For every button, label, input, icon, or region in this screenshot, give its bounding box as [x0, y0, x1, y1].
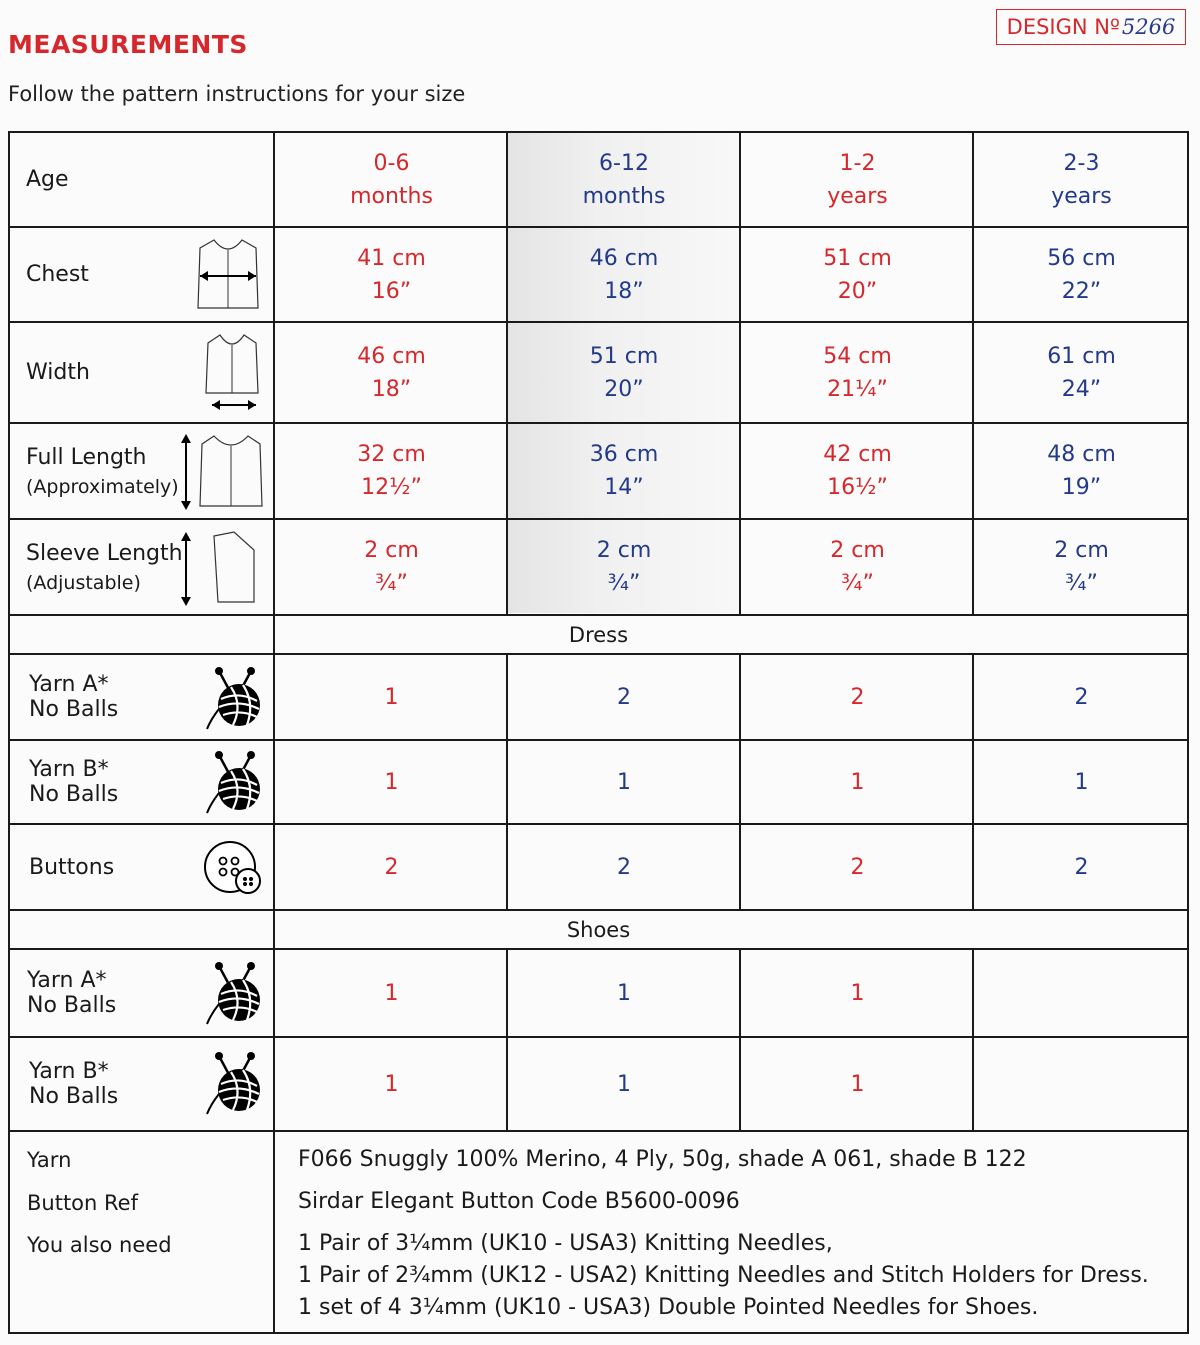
- measurements-table: [8, 131, 1189, 1334]
- full-length-label: Full Length: [26, 444, 147, 470]
- chest-cm: 51 cm: [823, 245, 892, 271]
- row-age: [10, 133, 1187, 226]
- age-unit: months: [350, 183, 433, 209]
- ball-count: 1: [1074, 769, 1089, 795]
- column-divider: [506, 653, 508, 909]
- column-divider: [273, 133, 275, 1334]
- ball-count: 1: [850, 1071, 865, 1097]
- button-icon: [202, 839, 264, 899]
- width-cm: 51 cm: [589, 343, 659, 369]
- row-width: [10, 321, 1187, 422]
- chest-in: 22”: [1061, 278, 1102, 304]
- width-in: 21¼”: [827, 376, 888, 402]
- sleeve-length-cm: 2 cm: [596, 538, 652, 563]
- design-number: 5266: [1121, 15, 1176, 39]
- column-divider: [739, 948, 741, 1130]
- width-in: 20”: [604, 376, 644, 402]
- width-cm: 54 cm: [823, 343, 892, 369]
- sleeve-length-in: ¾”: [1065, 571, 1098, 596]
- chest-in: 18”: [604, 278, 644, 304]
- buttons-cell-2: [508, 825, 740, 909]
- full-length-cm: 36 cm: [589, 442, 659, 467]
- chest-cell-4: [974, 228, 1189, 321]
- need-line: 1 Pair of 2¾mm (UK12 - USA2) Knitting Needles and Stitch Holders for Dress.: [298, 1263, 1149, 1288]
- ball-count: 1: [384, 769, 399, 795]
- sleeve-length-cell-4: [974, 520, 1189, 614]
- full-length-cm: 42 cm: [823, 442, 892, 467]
- button-count: 2: [384, 854, 399, 880]
- column-divider: [739, 653, 741, 909]
- page-subtitle: Follow the pattern instructions for your size: [8, 82, 466, 106]
- yarn-label: Yarn: [27, 1148, 72, 1172]
- sleeve-length-in: ¾”: [375, 571, 408, 596]
- row-label-shoes-yarn-a: [27, 950, 116, 1036]
- full-length-cell-4: [974, 424, 1189, 518]
- button-ref-text: Sirdar Elegant Button Code B5600-0096: [298, 1189, 740, 1214]
- row-label-buttons: [29, 825, 114, 909]
- column-divider: [506, 133, 508, 614]
- section-dress: [10, 614, 1187, 653]
- no-balls-label: No Balls: [27, 993, 117, 1018]
- shoes-yarn-b-cell-3: [741, 1038, 974, 1130]
- ball-count: 1: [617, 769, 631, 795]
- sleeve-length-cell-3: [741, 520, 974, 614]
- ball-count: 1: [850, 769, 865, 795]
- row-chest: [10, 226, 1187, 321]
- ball-count: 1: [384, 1071, 399, 1097]
- full-length-in: 12½”: [361, 475, 422, 500]
- section-dress-label: Dress: [568, 622, 629, 647]
- chest-cell-3: [741, 228, 974, 321]
- chest-garment-icon: [192, 236, 264, 316]
- yarn-b-label: Yarn B*: [29, 1059, 109, 1084]
- row-dress-yarn-a: [10, 653, 1187, 739]
- width-in: 18”: [371, 376, 412, 402]
- row-buttons: [10, 823, 1187, 909]
- age-cell-3: [741, 133, 974, 226]
- row-full-length: [10, 422, 1187, 518]
- chest-cell-2: [508, 228, 740, 321]
- shoes-yarn-a-cell-4: [974, 950, 1189, 1036]
- age-value: 1-2: [839, 150, 876, 176]
- full-length-cm: 32 cm: [357, 442, 426, 467]
- age-unit: months: [582, 183, 666, 209]
- also-need-label: You also need: [27, 1233, 172, 1257]
- full-length-in: 16½”: [827, 475, 888, 500]
- ball-count: 1: [850, 980, 865, 1006]
- sleeve-length-cm: 2 cm: [830, 538, 885, 563]
- full-length-garment-icon: [178, 430, 266, 514]
- row-label-dress-yarn-a: [29, 655, 118, 739]
- ball-count: 1: [617, 980, 631, 1006]
- row-sleeve-length: [10, 518, 1187, 614]
- sleeve-length-in: ¾”: [607, 571, 641, 596]
- age-cell-1: [275, 133, 508, 226]
- age-cell-4: [974, 133, 1189, 226]
- buttons-cell-4: [974, 825, 1189, 909]
- row-shoes-yarn-a: [10, 948, 1187, 1036]
- row-label-shoes-yarn-b: [29, 1038, 118, 1130]
- dress-yarn-a-cell-1: [275, 655, 508, 739]
- shoes-yarn-b-cell-4: [974, 1038, 1189, 1130]
- chest-in: 20”: [837, 278, 878, 304]
- sleeve-length-sublabel: (Adjustable): [26, 571, 141, 594]
- no-balls-label: No Balls: [29, 697, 119, 722]
- yarn-a-label: Yarn A*: [29, 672, 109, 697]
- age-label: Age: [26, 167, 69, 192]
- ball-count: 1: [617, 1071, 631, 1097]
- full-length-cell-3: [741, 424, 974, 518]
- yarn-ball-icon: [203, 749, 267, 815]
- width-cm: 61 cm: [1047, 343, 1116, 369]
- full-length-in: 14”: [604, 475, 644, 500]
- width-cell-2: [508, 323, 740, 422]
- chest-cell-1: [275, 228, 508, 321]
- dress-yarn-a-cell-4: [974, 655, 1189, 739]
- row-label-dress-yarn-b: [29, 741, 118, 823]
- full-length-cm: 48 cm: [1047, 442, 1116, 467]
- section-shoes-label: Shoes: [566, 917, 631, 942]
- width-cell-3: [741, 323, 974, 422]
- ball-count: 1: [384, 684, 399, 710]
- width-label: Width: [26, 360, 90, 385]
- sleeve-length-in: ¾”: [841, 571, 874, 596]
- age-value: 2-3: [1063, 150, 1100, 176]
- buttons-label: Buttons: [29, 854, 115, 880]
- width-in: 24”: [1061, 376, 1102, 402]
- age-unit: years: [827, 183, 888, 209]
- full-length-cell-1: [275, 424, 508, 518]
- sleeve-length-cell-2: [508, 520, 740, 614]
- full-length-cell-2: [508, 424, 740, 518]
- yarn-b-label: Yarn B*: [29, 757, 109, 782]
- width-cell-1: [275, 323, 508, 422]
- dress-yarn-a-cell-3: [741, 655, 974, 739]
- column-divider: [972, 948, 974, 1130]
- full-length-in: 19”: [1061, 475, 1102, 500]
- shoes-yarn-b-cell-2: [508, 1038, 740, 1130]
- age-value: 0-6: [373, 150, 410, 176]
- width-cell-4: [974, 323, 1189, 422]
- design-prefix: DESIGN Nº: [1006, 15, 1120, 39]
- row-shoes-yarn-b: [10, 1036, 1187, 1130]
- ball-count: 2: [617, 684, 631, 710]
- age-unit: years: [1051, 183, 1112, 209]
- age-cell-2: [508, 133, 740, 226]
- column-divider: [972, 133, 974, 614]
- ball-count: 1: [384, 980, 399, 1006]
- need-line: 1 set of 4 3¼mm (UK10 - USA3) Double Pointed Needles for Shoes.: [298, 1295, 1039, 1320]
- shoes-yarn-a-cell-2: [508, 950, 740, 1036]
- yarn-text: F066 Snuggly 100% Merino, 4 Ply, 50g, shade A 061, shade B 122: [298, 1147, 1027, 1172]
- row-label-width: [26, 323, 90, 422]
- column-divider: [739, 133, 741, 614]
- yarn-ball-icon: [203, 665, 267, 731]
- chest-cm: 41 cm: [357, 245, 426, 271]
- chest-cm: 56 cm: [1047, 245, 1116, 271]
- shoes-yarn-b-cell-1: [275, 1038, 508, 1130]
- dress-yarn-a-cell-2: [508, 655, 740, 739]
- row-label-sleeve-length: [26, 520, 183, 614]
- row-dress-yarn-b: [10, 739, 1187, 823]
- chest-label: Chest: [26, 262, 89, 287]
- section-shoes: [10, 909, 1187, 948]
- sleeve-length-cm: 2 cm: [364, 538, 419, 563]
- yarn-ball-icon: [203, 1050, 267, 1116]
- row-label-chest: [26, 228, 89, 321]
- ball-count: 2: [1074, 684, 1089, 710]
- button-count: 2: [617, 854, 631, 880]
- full-length-sublabel: (Approximately): [26, 475, 179, 498]
- no-balls-label: No Balls: [29, 782, 119, 807]
- chest-in: 16”: [371, 278, 412, 304]
- shoes-yarn-a-cell-1: [275, 950, 508, 1036]
- column-divider: [506, 948, 508, 1130]
- ball-count: 2: [850, 684, 865, 710]
- button-count: 2: [850, 854, 865, 880]
- materials-section: [10, 1130, 1187, 1334]
- shoes-yarn-a-cell-3: [741, 950, 974, 1036]
- dress-yarn-b-cell-3: [741, 741, 974, 823]
- sleeve-length-cell-1: [275, 520, 508, 614]
- width-cm: 46 cm: [357, 343, 426, 369]
- age-value: 6-12: [599, 150, 649, 176]
- buttons-cell-3: [741, 825, 974, 909]
- yarn-a-label: Yarn A*: [27, 968, 107, 993]
- no-balls-label: No Balls: [29, 1084, 119, 1109]
- sleeve-length-label: Sleeve Length: [26, 540, 183, 566]
- need-line: 1 Pair of 3¼mm (UK10 - USA3) Knitting Needles,: [298, 1231, 833, 1256]
- sleeve-length-cm: 2 cm: [1054, 538, 1109, 563]
- buttons-cell-1: [275, 825, 508, 909]
- button-count: 2: [1074, 854, 1089, 880]
- dress-yarn-b-cell-2: [508, 741, 740, 823]
- row-label-age: [26, 133, 69, 226]
- chest-cm: 46 cm: [589, 245, 659, 271]
- dress-yarn-b-cell-4: [974, 741, 1189, 823]
- page-title: MEASUREMENTS: [8, 30, 248, 59]
- dress-yarn-b-cell-1: [275, 741, 508, 823]
- row-label-full-length: [26, 424, 179, 518]
- button-ref-label: Button Ref: [27, 1191, 138, 1215]
- sleeve-length-garment-icon: [178, 528, 262, 610]
- width-garment-icon: [200, 331, 264, 415]
- column-divider: [972, 653, 974, 909]
- design-number-badge: [996, 9, 1186, 45]
- yarn-ball-icon: [203, 960, 267, 1026]
